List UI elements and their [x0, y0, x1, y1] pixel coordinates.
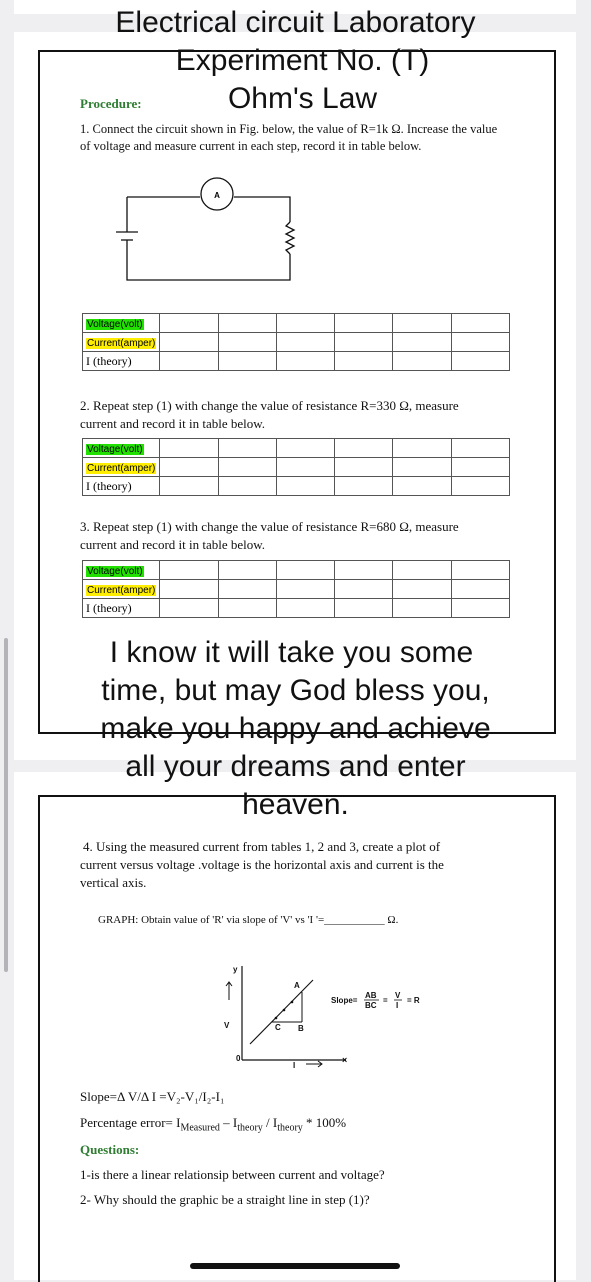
- table-3: [82, 560, 510, 618]
- table-3-theory-label: I (theory): [86, 600, 132, 615]
- table-3-voltage-label: Voltage(volt): [87, 565, 143, 577]
- table-1-voltage-label: Voltage(volt): [87, 318, 143, 330]
- ammeter-label: A: [214, 191, 220, 200]
- slope-i: I: [396, 1001, 399, 1010]
- graph-i-label: I: [293, 1061, 296, 1070]
- graph-x-label: ×: [342, 1055, 348, 1065]
- table-1-current-label: Current(amper): [87, 337, 156, 349]
- slope-formula: Slope=Δ V/Δ I =V₂-V₁/I₂-I₁: [80, 1089, 225, 1104]
- table-1: [82, 313, 510, 371]
- circuit-diagram: [110, 172, 310, 282]
- question-1: 1-is there a linear relationsip between current and voltage?: [80, 1167, 385, 1182]
- slope-label: Slope=: [331, 996, 358, 1005]
- questions-heading: Questions:: [80, 1142, 140, 1157]
- graph-point-c: C: [275, 1023, 281, 1032]
- procedure-heading: Procedure:: [80, 96, 142, 111]
- graph-instruction: GRAPH: Obtain value of 'R' via slope of 'V' vs 'I '=___________ Ω.: [98, 914, 399, 926]
- table-1-theory-label: I (theory): [86, 353, 132, 368]
- overlay-title: Electrical circuit Laboratory Experiment No. (T) Ohm's Law: [115, 6, 476, 115]
- graph-point-b: B: [298, 1024, 304, 1033]
- overlay-message: I know it will take you some time, but may God bless you, make you happy and achieve all your dreams and enter heaven.: [100, 636, 491, 821]
- graph-v-label: V: [224, 1021, 230, 1030]
- graph-y-label: y: [233, 965, 238, 974]
- step-4-text: 4. Using the measured current from tables 1, 2 and 3, create a plot of current versus voltage .voltage is the horizontal axis and current is the vertical axis.: [80, 839, 444, 890]
- percentage-error-formula: Percentage error= $I_{Measured} - I_{theory} / I_{theory} * 100\%$: [80, 1115, 347, 1134]
- table-2-current-label: Current(amper): [87, 462, 156, 474]
- slope-equals: =: [383, 996, 388, 1005]
- table-2: [82, 438, 510, 496]
- step-1-text: 1. Connect the circuit shown in Fig. below, the value of R=1k Ω. Increase the value of voltage and measure current in each step, record it in table below.: [80, 122, 498, 153]
- home-indicator[interactable]: [190, 1263, 400, 1269]
- graph-origin-label: 0: [236, 1054, 241, 1063]
- slope-bc: BC: [365, 1001, 377, 1010]
- slope-ab: AB: [365, 991, 377, 1000]
- slope-v: V: [395, 991, 401, 1000]
- step-3-text: 3. Repeat step (1) with change the value of resistance R=680 Ω, measure current and record it in table below.: [80, 519, 459, 552]
- table-2-theory-label: I (theory): [86, 478, 132, 493]
- graph-point-a: A: [294, 981, 300, 990]
- table-3-current-label: Current(amper): [87, 584, 156, 596]
- slope-r: = R: [407, 996, 420, 1005]
- step-2-text: 2. Repeat step (1) with change the value of resistance R=330 Ω, measure current and record it in table below.: [80, 398, 459, 431]
- table-2-voltage-label: Voltage(volt): [87, 443, 143, 455]
- slope-graph: [218, 960, 438, 1072]
- question-2: 2- Why should the graphic be a straight line in step (1)?: [80, 1192, 370, 1207]
